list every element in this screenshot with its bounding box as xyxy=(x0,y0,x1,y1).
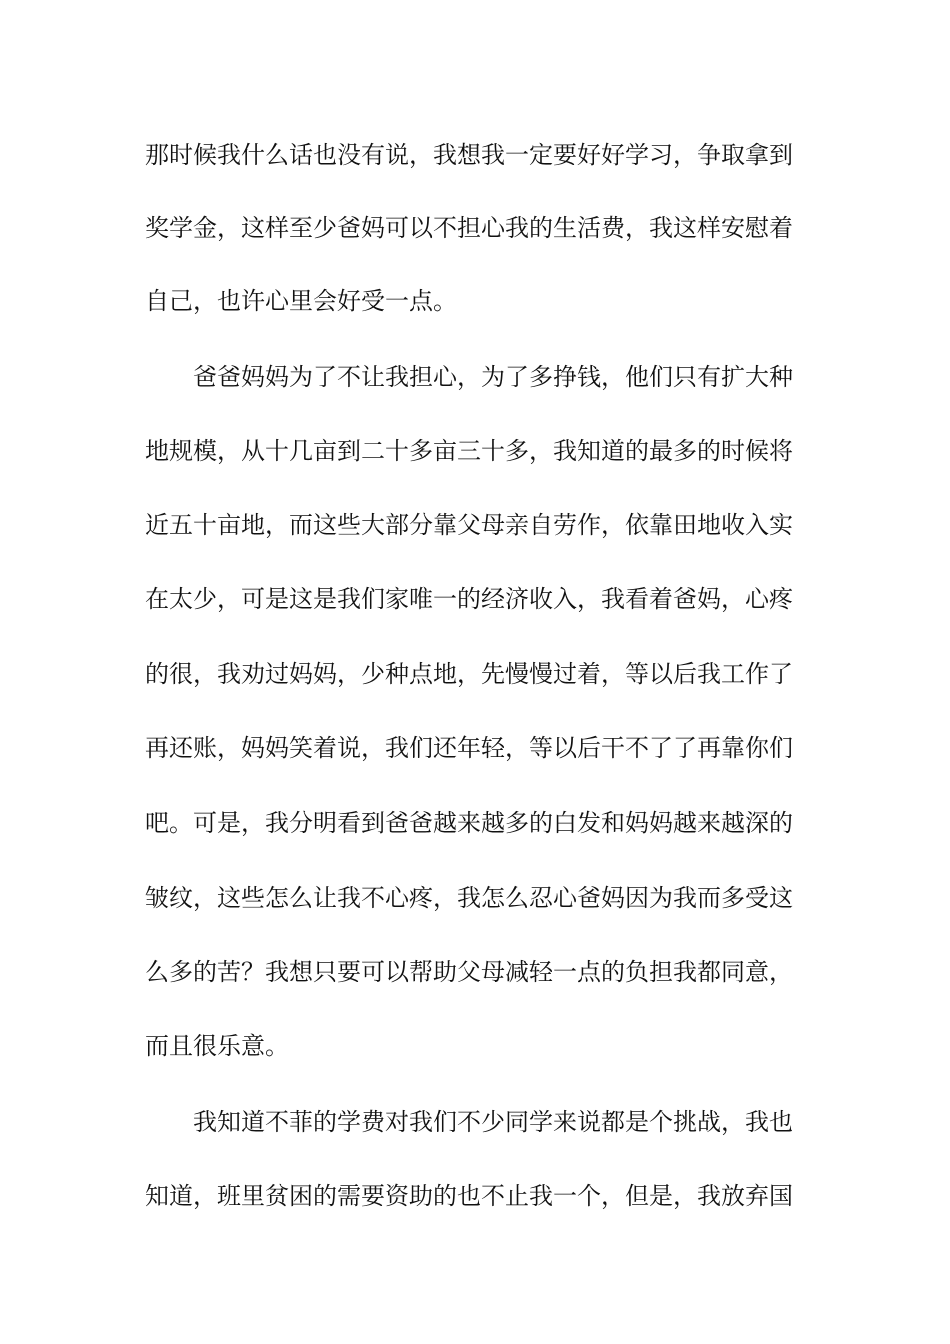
text-line: 皱纹，这些怎么让我不心疼，我怎么忍心爸妈因为我而多受这 xyxy=(145,884,793,912)
text-line: 而且很乐意。 xyxy=(145,1032,289,1060)
text-line: 吧。可是，我分明看到爸爸越来越多的白发和妈妈越来越深的 xyxy=(145,809,793,837)
paragraph-first-line: 爸爸妈妈为了不让我担心，为了多挣钱，他们只有扩大种 xyxy=(193,363,793,391)
text-line: 地规模，从十几亩到二十多亩三十多，我知道的最多的时候将 xyxy=(145,437,793,465)
text-line: 在太少，可是这是我们家唯一的经济收入，我看着爸妈，心疼 xyxy=(145,585,793,613)
text-line: 近五十亩地，而这些大部分靠父母亲自劳作，依靠田地收入实 xyxy=(145,511,793,539)
text-line: 再还账，妈妈笑着说，我们还年轻，等以后干不了了再靠你们 xyxy=(145,734,793,762)
text-line: 自己，也许心里会好受一点。 xyxy=(145,287,457,315)
text-line: 么多的苦？我想只要可以帮助父母减轻一点的负担我都同意， xyxy=(145,958,793,986)
text-line: 知道，班里贫困的需要资助的也不止我一个，但是，我放弃国 xyxy=(145,1182,793,1210)
text-line: 的很，我劝过妈妈，少种点地，先慢慢过着，等以后我工作了 xyxy=(145,660,793,688)
paragraph-first-line: 我知道不菲的学费对我们不少同学来说都是个挑战，我也 xyxy=(193,1108,793,1136)
text-line: 那时候我什么话也没有说，我想我一定要好好学习，争取拿到 xyxy=(145,141,793,169)
text-line: 奖学金，这样至少爸妈可以不担心我的生活费，我这样安慰着 xyxy=(145,214,793,242)
